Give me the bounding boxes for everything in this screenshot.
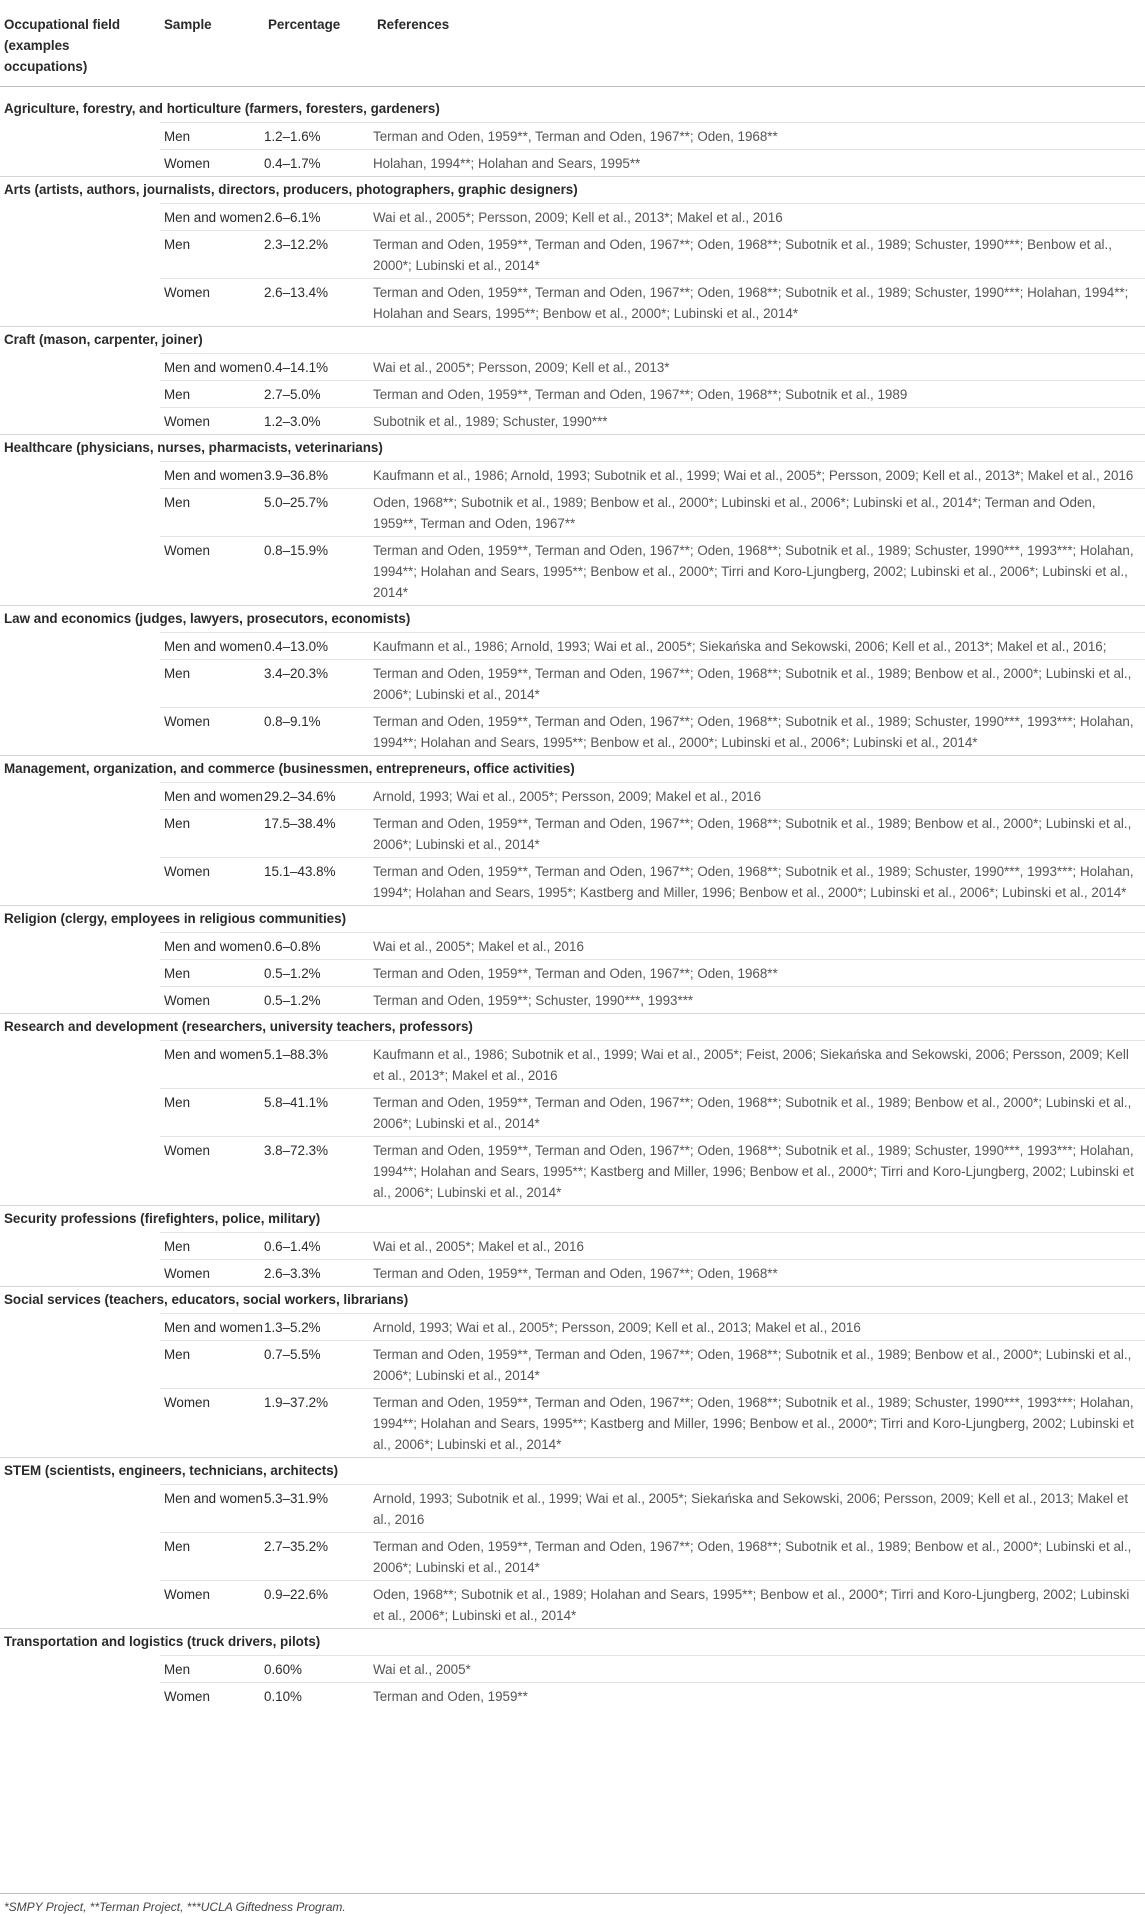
- table-row: [160, 1088, 1145, 1136]
- sample-cell: Women: [164, 1587, 210, 1602]
- sample-cell: Men: [164, 1095, 191, 1110]
- category-heading: Agriculture, forestry, and horticulture (farmers, foresters, gardeners): [4, 101, 440, 116]
- percentage-cell: 0.8–9.1%: [264, 714, 321, 729]
- sample-cell: Women: [164, 156, 210, 171]
- sample-cell: Women: [164, 414, 210, 429]
- header-field: Occupational field (examples occupations): [4, 17, 121, 74]
- references-cell: Oden, 1968**; Subotnik et al., 1989; Benbow et al., 2000*; Lubinski et al., 2006*; Lubinski et al., 2014*; Terman and Oden, 1959**, Terman and Oden, 1967**: [373, 495, 1096, 531]
- sample-cell: Men: [164, 966, 191, 981]
- percentage-cell: 2.6–6.1%: [264, 210, 321, 225]
- percentage-cell: 1.3–5.2%: [264, 1320, 321, 1335]
- sample-cell: Women: [164, 993, 210, 1008]
- references-cell: Holahan, 1994**; Holahan and Sears, 1995**: [373, 156, 641, 171]
- percentage-cell: 2.3–12.2%: [264, 237, 329, 252]
- references-cell: Wai et al., 2005*; Makel et al., 2016: [373, 1239, 584, 1254]
- references-cell: Terman and Oden, 1959**, Terman and Oden, 1967**; Oden, 1968**; Subotnik et al., 1989; Schuster, 1990***; Holahan, 1994**; Holahan and Sears, 1995**; Benbow et al., 2000*; Lubinski et al., 2014*: [373, 285, 1129, 321]
- sample-cell: Women: [164, 1266, 210, 1281]
- table-row: [160, 1655, 1145, 1682]
- percentage-cell: 2.7–35.2%: [264, 1539, 329, 1554]
- sample-cell: Men: [164, 1539, 191, 1554]
- table-row: [160, 932, 1145, 959]
- table-row: [160, 1340, 1145, 1388]
- references-cell: Arnold, 1993; Wai et al., 2005*; Persson, 2009; Makel et al., 2016: [373, 789, 762, 804]
- table-row: [160, 1313, 1145, 1340]
- percentage-cell: 17.5–38.4%: [264, 816, 336, 831]
- table-row: [160, 1388, 1145, 1457]
- references-cell: Terman and Oden, 1959**, Terman and Oden, 1967**; Oden, 1968**; Subotnik et al., 1989; Benbow et al., 2000*; Lubinski et al., 2006*; Lubinski et al., 2014*: [373, 666, 1132, 702]
- table-row: [160, 809, 1145, 857]
- category-heading: Law and economics (judges, lawyers, prosecutors, economists): [0, 605, 1145, 632]
- sample-cell: Men and women: [164, 468, 263, 483]
- table-row: [160, 1259, 1145, 1286]
- references-cell: Kaufmann et al., 1986; Subotnik et al., 1999; Wai et al., 2005*; Feist, 2006; Siekańska and Sekowski, 2006; Persson, 2009; Kell et al., 2013*; Makel et al., 2016: [373, 1047, 1129, 1083]
- table-row: [160, 1232, 1145, 1259]
- category-heading: Religion (clergy, employees in religious communities): [0, 905, 1145, 932]
- sample-cell: Men and women: [164, 360, 263, 375]
- table-row: [160, 1532, 1145, 1580]
- percentage-cell: 0.7–5.5%: [264, 1347, 321, 1362]
- sample-cell: Women: [164, 543, 210, 558]
- percentage-cell: 0.9–22.6%: [264, 1587, 329, 1602]
- sample-cell: Men: [164, 816, 191, 831]
- table-row: [160, 407, 1145, 434]
- sample-cell: Men: [164, 495, 191, 510]
- sample-cell: Men and women: [164, 1491, 263, 1506]
- table-row: [160, 1040, 1145, 1088]
- table-row: [160, 1136, 1145, 1205]
- sample-cell: Women: [164, 285, 210, 300]
- sample-cell: Men and women: [164, 939, 263, 954]
- percentage-cell: 15.1–43.8%: [264, 864, 336, 879]
- references-cell: Wai et al., 2005*; Persson, 2009; Kell et al., 2013*; Makel et al., 2016: [373, 210, 783, 225]
- sample-cell: Men: [164, 129, 191, 144]
- references-cell: Terman and Oden, 1959**, Terman and Oden, 1967**; Oden, 1968**; Subotnik et al., 1989; Benbow et al., 2000*; Lubinski et al., 2006*; Lubinski et al., 2014*: [373, 1539, 1132, 1575]
- sample-cell: Men: [164, 1662, 191, 1677]
- category-heading: Healthcare (physicians, nurses, pharmacists, veterinarians): [0, 434, 1145, 461]
- table-row: [160, 632, 1145, 659]
- header-sample: Sample: [164, 17, 212, 32]
- table-row: [160, 203, 1145, 230]
- category-heading: Security professions (firefighters, police, military): [0, 1205, 1145, 1232]
- table-row: [160, 461, 1145, 488]
- percentage-cell: 1.2–1.6%: [264, 129, 321, 144]
- table-row: [160, 488, 1145, 536]
- references-cell: Terman and Oden, 1959**, Terman and Oden, 1967**; Oden, 1968**; Subotnik et al., 1989; Benbow et al., 2000*; Lubinski et al., 2006*; Lubinski et al., 2014*: [373, 816, 1132, 852]
- header-references: References: [377, 17, 450, 32]
- percentage-cell: 3.9–36.8%: [264, 468, 329, 483]
- percentage-cell: 0.10%: [264, 1689, 302, 1704]
- percentage-cell: 29.2–34.6%: [264, 789, 336, 804]
- sample-cell: Men: [164, 1347, 191, 1362]
- table-row: [160, 659, 1145, 707]
- table-row: [160, 353, 1145, 380]
- references-cell: Terman and Oden, 1959**; Schuster, 1990***, 1993***: [373, 993, 694, 1008]
- references-cell: Wai et al., 2005*; Persson, 2009; Kell et al., 2013*: [373, 360, 670, 375]
- references-cell: Subotnik et al., 1989; Schuster, 1990***: [373, 414, 608, 429]
- table-row: [160, 122, 1145, 149]
- percentage-cell: 0.4–1.7%: [264, 156, 321, 171]
- references-cell: Terman and Oden, 1959**, Terman and Oden, 1967**; Oden, 1968**: [373, 966, 778, 981]
- table-row: [160, 959, 1145, 986]
- sample-cell: Women: [164, 1395, 210, 1410]
- percentage-cell: 0.60%: [264, 1662, 302, 1677]
- references-cell: Arnold, 1993; Subotnik et al., 1999; Wai et al., 2005*; Siekańska and Sekowski, 2006; Persson, 2009; Kell et al., 2013; Makel et al., 2016: [373, 1491, 1129, 1527]
- references-cell: Terman and Oden, 1959**, Terman and Oden, 1967**; Oden, 1968**; Subotnik et al., 1989; Schuster, 1990***, 1993***; Holahan, 1994**; Holahan and Sears, 1995**; Benbow et al., 2000*; Lubinski et al., 2006*; Lubinski et al., 2014*: [373, 714, 1134, 750]
- table-row: [160, 1484, 1145, 1532]
- category-heading: Social services (teachers, educators, social workers, librarians): [0, 1286, 1145, 1313]
- references-cell: Terman and Oden, 1959**, Terman and Oden, 1967**; Oden, 1968**: [373, 1266, 778, 1281]
- percentage-cell: 5.1–88.3%: [264, 1047, 329, 1062]
- references-cell: Terman and Oden, 1959**, Terman and Oden, 1967**; Oden, 1968**: [373, 129, 778, 144]
- table-row: [160, 149, 1145, 176]
- percentage-cell: 5.0–25.7%: [264, 495, 329, 510]
- sample-cell: Men: [164, 666, 191, 681]
- percentage-cell: 0.5–1.2%: [264, 966, 321, 981]
- references-cell: Kaufmann et al., 1986; Arnold, 1993; Subotnik et al., 1999; Wai et al., 2005*; Persson, 2009; Kell et al., 2013*; Makel et al., 2016: [373, 468, 1134, 483]
- references-cell: Wai et al., 2005*; Makel et al., 2016: [373, 939, 584, 954]
- percentage-cell: 3.4–20.3%: [264, 666, 329, 681]
- percentage-cell: 0.6–1.4%: [264, 1239, 321, 1254]
- sample-cell: Men: [164, 237, 191, 252]
- table-row: [160, 857, 1145, 905]
- percentage-cell: 2.7–5.0%: [264, 387, 321, 402]
- table-row: [160, 782, 1145, 809]
- table-row: [160, 986, 1145, 1013]
- references-cell: Oden, 1968**; Subotnik et al., 1989; Holahan and Sears, 1995**; Benbow et al., 2000*; Tirri and Koro-Ljungberg, 2002; Lubinski et al., 2006*; Lubinski et al., 2014*: [373, 1587, 1130, 1623]
- percentage-cell: 2.6–13.4%: [264, 285, 329, 300]
- table-row: [160, 1682, 1145, 1709]
- category-heading: Arts (artists, authors, journalists, directors, producers, photographers, graphic designers): [0, 176, 1145, 203]
- category-heading: Transportation and logistics (truck drivers, pilots): [0, 1628, 1145, 1655]
- sample-cell: Women: [164, 864, 210, 879]
- references-cell: Kaufmann et al., 1986; Arnold, 1993; Wai et al., 2005*; Siekańska and Sekowski, 2006; Kell et al., 2013*; Makel et al., 2016;: [373, 639, 1107, 654]
- table-header: [0, 0, 1145, 87]
- percentage-cell: 5.8–41.1%: [264, 1095, 329, 1110]
- header-percentage: Percentage: [268, 17, 341, 32]
- sample-cell: Women: [164, 714, 210, 729]
- references-cell: Terman and Oden, 1959**, Terman and Oden, 1967**; Oden, 1968**; Subotnik et al., 1989; Schuster, 1990***, 1993***; Holahan, 1994**; Holahan and Sears, 1995**; Kastberg and Miller, 1996; Benbow et al., 2000*; Tirri and Koro-Ljungberg, 2002; Lubinski et al., 2006*; Lubinski et al., 2014*: [373, 1143, 1134, 1200]
- table-row: [160, 278, 1145, 326]
- references-cell: Terman and Oden, 1959**, Terman and Oden, 1967**; Oden, 1968**; Subotnik et al., 1989; Schuster, 1990***; Benbow et al., 2000*; Lubinski et al., 2014*: [373, 237, 1112, 273]
- table-body: [0, 86, 1145, 1709]
- sample-cell: Men and women: [164, 210, 263, 225]
- sample-cell: Men and women: [164, 1320, 263, 1335]
- table-row: [160, 707, 1145, 755]
- category-heading: STEM (scientists, engineers, technicians, architects): [0, 1457, 1145, 1484]
- references-cell: Terman and Oden, 1959**, Terman and Oden, 1967**; Oden, 1968**; Subotnik et al., 1989; Schuster, 1990***, 1993***; Holahan, 1994**; Holahan and Sears, 1995**; Benbow et al., 2000*; Tirri and Koro-Ljungberg, 2002; Lubinski et al., 2006*; Lubinski et al., 2014*: [373, 543, 1134, 600]
- table-row: [160, 1580, 1145, 1628]
- category-heading: Craft (mason, carpenter, joiner): [0, 326, 1145, 353]
- sample-cell: Men and women: [164, 639, 263, 654]
- category-heading: Management, organization, and commerce (businessmen, entrepreneurs, office activities): [0, 755, 1145, 782]
- sample-cell: Women: [164, 1143, 210, 1158]
- percentage-cell: 0.8–15.9%: [264, 543, 329, 558]
- footnote: *SMPY Project, **Terman Project, ***UCLA Giftedness Program.: [0, 1893, 1145, 1914]
- sample-cell: Men: [164, 1239, 191, 1254]
- references-cell: Wai et al., 2005*: [373, 1662, 471, 1677]
- sample-cell: Men and women: [164, 1047, 263, 1062]
- percentage-cell: 0.4–13.0%: [264, 639, 329, 654]
- percentage-cell: 2.6–3.3%: [264, 1266, 321, 1281]
- references-cell: Terman and Oden, 1959**, Terman and Oden, 1967**; Oden, 1968**; Subotnik et al., 1989; Benbow et al., 2000*; Lubinski et al., 2006*; Lubinski et al., 2014*: [373, 1347, 1132, 1383]
- sample-cell: Women: [164, 1689, 210, 1704]
- references-cell: Terman and Oden, 1959**, Terman and Oden, 1967**; Oden, 1968**; Subotnik et al., 1989; Schuster, 1990***, 1993***; Holahan, 1994**; Holahan and Sears, 1995**; Kastberg and Miller, 1996; Benbow et al., 2000*; Tirri and Koro-Ljungberg, 2002; Lubinski et al., 2006*; Lubinski et al., 2014*: [373, 1395, 1134, 1452]
- references-cell: Terman and Oden, 1959**, Terman and Oden, 1967**; Oden, 1968**; Subotnik et al., 1989; Schuster, 1990***, 1993***; Holahan, 1994*; Holahan and Sears, 1995*; Kastberg and Miller, 1996; Benbow et al., 2000*; Lubinski et al., 2006*; Lubinski et al., 2014*: [373, 864, 1134, 900]
- percentage-cell: 0.6–0.8%: [264, 939, 321, 954]
- percentage-cell: 5.3–31.9%: [264, 1491, 329, 1506]
- sample-cell: Men and women: [164, 789, 263, 804]
- percentage-cell: 1.9–37.2%: [264, 1395, 329, 1410]
- references-cell: Arnold, 1993; Wai et al., 2005*; Persson, 2009; Kell et al., 2013; Makel et al., 2016: [373, 1320, 861, 1335]
- sample-cell: Men: [164, 387, 191, 402]
- references-cell: Terman and Oden, 1959**, Terman and Oden, 1967**; Oden, 1968**; Subotnik et al., 1989: [373, 387, 908, 402]
- percentage-cell: 1.2–3.0%: [264, 414, 321, 429]
- percentage-cell: 3.8–72.3%: [264, 1143, 329, 1158]
- table-row: [160, 230, 1145, 278]
- percentage-cell: 0.4–14.1%: [264, 360, 329, 375]
- percentage-cell: 0.5–1.2%: [264, 993, 321, 1008]
- table-row: [160, 380, 1145, 407]
- references-cell: Terman and Oden, 1959**: [373, 1689, 528, 1704]
- references-cell: Terman and Oden, 1959**, Terman and Oden, 1967**; Oden, 1968**; Subotnik et al., 1989; Benbow et al., 2000*; Lubinski et al., 2006*; Lubinski et al., 2014*: [373, 1095, 1132, 1131]
- table-row: [160, 536, 1145, 605]
- category-heading: Research and development (researchers, university teachers, professors): [0, 1013, 1145, 1040]
